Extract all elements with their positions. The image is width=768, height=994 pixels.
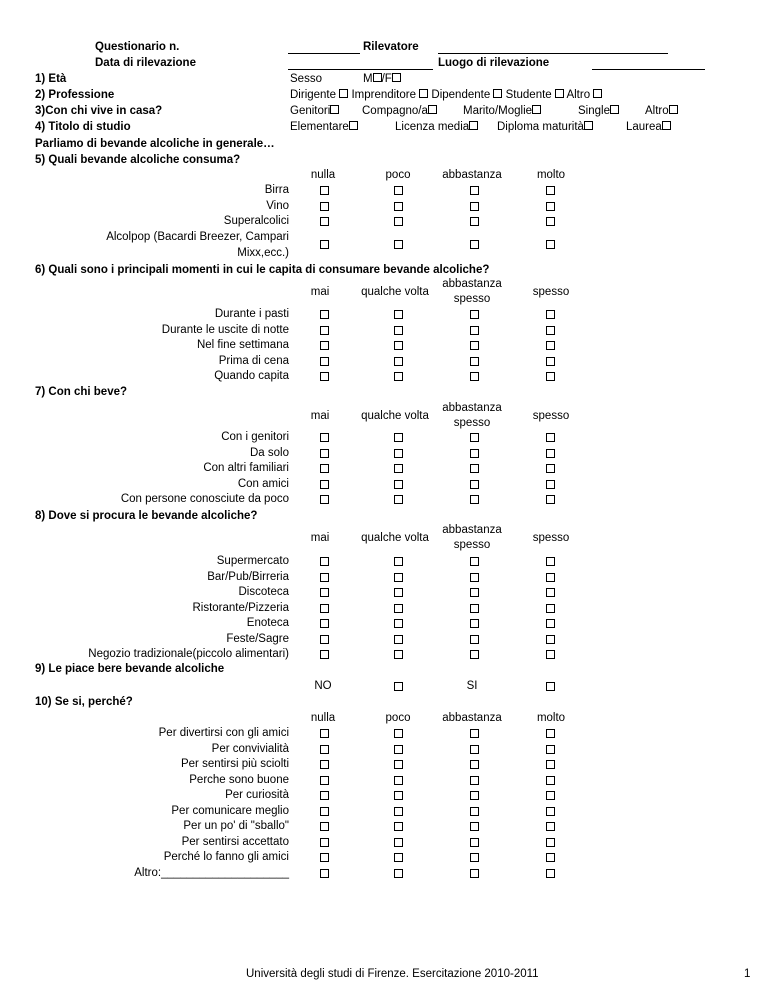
row-label: Perche sono buone (189, 773, 289, 786)
column-header: mai (310, 410, 330, 422)
row-label: Con altri familiari (203, 462, 289, 474)
data-field[interactable] (288, 56, 433, 70)
q5-col-nulla: nulla (310, 169, 336, 181)
page-number: 1 (744, 968, 751, 980)
answer-checkbox[interactable] (394, 791, 403, 800)
answer-checkbox[interactable] (546, 604, 555, 613)
answer-checkbox[interactable] (470, 326, 479, 335)
answer-checkbox[interactable] (394, 776, 403, 785)
row-label: Per divertirsi con gli amici (158, 727, 289, 739)
answer-checkbox[interactable] (546, 729, 555, 738)
answer-checkbox[interactable] (470, 240, 479, 249)
q7-label: 7) Con chi beve? (35, 386, 128, 398)
q10-col-abbastanza: abbastanza (442, 712, 502, 724)
checkbox-compagno[interactable] (428, 105, 437, 114)
column-header: spesso (453, 539, 491, 551)
answer-checkbox[interactable] (470, 573, 479, 582)
answer-checkbox[interactable] (394, 372, 403, 381)
answer-checkbox[interactable] (470, 449, 479, 458)
answer-checkbox[interactable] (394, 433, 403, 442)
answer-checkbox[interactable] (320, 326, 329, 335)
row-label: Quando capita (214, 370, 289, 382)
answer-checkbox[interactable] (394, 495, 403, 504)
q10-col-molto: molto (536, 712, 566, 724)
answer-checkbox[interactable] (394, 557, 403, 566)
answer-checkbox[interactable] (470, 869, 479, 878)
opt-compagno: Compagno/a (362, 105, 428, 117)
answer-checkbox[interactable] (470, 838, 479, 847)
checkbox-dirigente[interactable] (339, 89, 348, 98)
answer-checkbox[interactable] (394, 650, 403, 659)
opt-elementare: Elementare (290, 121, 349, 133)
checkbox-genitori[interactable] (330, 105, 339, 114)
row-label: Discoteca (238, 586, 289, 598)
column-header: spesso (453, 417, 491, 429)
row-label: Enoteca (246, 617, 289, 629)
answer-checkbox[interactable] (320, 745, 329, 754)
questionario-label: Questionario n. (95, 41, 180, 53)
answer-checkbox[interactable] (320, 495, 329, 504)
answer-checkbox[interactable] (394, 807, 403, 816)
answer-checkbox[interactable] (320, 650, 329, 659)
row-label: Per comunicare meglio (171, 804, 289, 817)
answer-checkbox[interactable] (394, 464, 403, 473)
checkbox-altro-casa[interactable] (669, 105, 678, 114)
column-header: qualche volta (361, 410, 429, 422)
answer-checkbox[interactable] (320, 822, 329, 831)
answer-checkbox[interactable] (320, 310, 329, 319)
data-label: Data di rilevazione (95, 57, 196, 69)
answer-checkbox[interactable] (320, 240, 329, 249)
column-header: spesso (532, 286, 570, 298)
row-label: Per un po' di "sballo" (183, 820, 289, 832)
answer-checkbox[interactable] (320, 449, 329, 458)
opt-studente: Studente (505, 89, 552, 101)
q5-col-molto: molto (536, 169, 566, 181)
q6-label: 6) Quali sono i principali momenti in cui le capita di consumare bevande alcoliche? (35, 264, 490, 276)
row-label: Mixx,ecc.) (237, 247, 289, 259)
answer-checkbox[interactable] (546, 341, 555, 350)
answer-checkbox[interactable] (470, 186, 479, 195)
row-label: Ristorante/Pizzeria (192, 601, 289, 614)
q3-opt-genitori (290, 104, 339, 118)
section-intro: Parliamo di bevande alcoliche in generale… (35, 138, 275, 150)
column-header: abbastanza (442, 524, 502, 536)
answer-checkbox[interactable] (546, 853, 555, 862)
q9-label: 9) Le piace bere bevande alcoliche (35, 663, 225, 675)
checkbox-marito[interactable] (532, 105, 541, 114)
column-header: mai (310, 532, 330, 544)
row-label: Per sentirsi più sciolti (180, 758, 289, 770)
row-label: Durante le uscite di notte (161, 323, 289, 336)
q2-options (290, 88, 602, 102)
opt-imprenditore: Imprenditore (351, 89, 416, 101)
rilevatore-label: Rilevatore (363, 41, 419, 53)
answer-checkbox[interactable] (320, 186, 329, 195)
checkbox-imprenditore[interactable] (419, 89, 428, 98)
q3-opt-compagno (362, 104, 437, 118)
q10-col-nulla: nulla (310, 712, 336, 724)
answer-checkbox[interactable] (320, 217, 329, 226)
answer-checkbox[interactable] (470, 217, 479, 226)
answer-checkbox[interactable] (394, 760, 403, 769)
answer-checkbox[interactable] (470, 822, 479, 831)
answer-checkbox[interactable] (546, 186, 555, 195)
q8-label: 8) Dove si procura le bevande alcoliche? (35, 510, 258, 522)
answer-checkbox[interactable] (470, 853, 479, 862)
answer-checkbox[interactable] (394, 588, 403, 597)
answer-checkbox[interactable] (470, 495, 479, 504)
answer-checkbox[interactable] (320, 604, 329, 613)
q3-opt-marito (463, 104, 541, 118)
answer-checkbox[interactable] (394, 480, 403, 489)
answer-checkbox[interactable] (394, 357, 403, 366)
sesso-m: M (363, 73, 373, 85)
q4-opt-elementare (290, 120, 358, 134)
checkbox-diploma[interactable] (584, 121, 593, 130)
opt-dirigente: Dirigente (290, 89, 337, 101)
answer-checkbox[interactable] (320, 433, 329, 442)
answer-checkbox[interactable] (320, 357, 329, 366)
row-label: Nel fine settimana (196, 339, 289, 351)
answer-checkbox[interactable] (546, 869, 555, 878)
q9-si-label: SI (466, 680, 478, 692)
row-label: Per sentirsi accettato (181, 835, 289, 848)
q1-label: 1) Età (35, 73, 67, 85)
row-label: Bar/Pub/Birreria (207, 570, 289, 583)
column-header: mai (310, 286, 330, 298)
answer-checkbox[interactable] (320, 573, 329, 582)
answer-checkbox[interactable] (546, 573, 555, 582)
row-label: Con i genitori (221, 431, 289, 443)
answer-checkbox[interactable] (320, 480, 329, 489)
answer-checkbox[interactable] (320, 202, 329, 211)
opt-altro-casa: Altro (645, 105, 669, 117)
answer-checkbox[interactable] (470, 372, 479, 381)
answer-checkbox[interactable] (394, 745, 403, 754)
column-header: qualche volta (361, 532, 429, 544)
answer-checkbox[interactable] (394, 838, 403, 847)
answer-checkbox[interactable] (320, 838, 329, 847)
opt-media: Licenza media (395, 121, 470, 133)
answer-checkbox[interactable] (546, 217, 555, 226)
answer-checkbox[interactable] (546, 202, 555, 211)
answer-checkbox[interactable] (470, 588, 479, 597)
answer-checkbox[interactable] (546, 838, 555, 847)
opt-altro: Altro (566, 89, 591, 101)
answer-checkbox[interactable] (546, 760, 555, 769)
answer-checkbox[interactable] (546, 449, 555, 458)
answer-checkbox[interactable] (546, 480, 555, 489)
answer-checkbox[interactable] (320, 853, 329, 862)
column-header: abbastanza (442, 402, 502, 414)
q5-col-poco: poco (385, 169, 411, 181)
answer-checkbox[interactable] (546, 822, 555, 831)
column-header: spesso (532, 410, 570, 422)
rilevatore-field[interactable] (438, 40, 668, 54)
opt-laurea: Laurea (626, 121, 662, 133)
answer-checkbox[interactable] (546, 557, 555, 566)
answer-checkbox[interactable] (394, 604, 403, 613)
answer-checkbox[interactable] (546, 310, 555, 319)
row-label: Prima di cena (218, 354, 289, 367)
opt-single: Single (578, 105, 610, 117)
q5-label: 5) Quali bevande alcoliche consuma? (35, 154, 241, 166)
row-label: Birra (264, 184, 289, 196)
checkbox-studente[interactable] (555, 89, 564, 98)
answer-checkbox[interactable] (546, 745, 555, 754)
row-label: Negozio tradizionale(piccolo alimentari) (88, 648, 289, 660)
q3-opt-altro (645, 104, 678, 118)
answer-checkbox[interactable] (320, 869, 329, 878)
answer-checkbox[interactable] (394, 729, 403, 738)
answer-checkbox[interactable] (470, 760, 479, 769)
sesso-label: Sesso (290, 73, 322, 85)
row-label: Superalcolici (223, 215, 289, 227)
row-label: Per curiosità (225, 789, 289, 801)
answer-checkbox[interactable] (394, 217, 403, 226)
q3-opt-single (578, 104, 619, 118)
questionario-field[interactable] (288, 40, 360, 54)
column-header: spesso (453, 293, 491, 305)
answer-checkbox[interactable] (394, 310, 403, 319)
opt-marito: Marito/Moglie (463, 105, 533, 117)
answer-checkbox[interactable] (320, 341, 329, 350)
answer-checkbox[interactable] (546, 372, 555, 381)
q3-label: 3)Con chi vive in casa? (35, 105, 163, 117)
column-header: abbastanza (442, 278, 502, 290)
q5-col-abbastanza: abbastanza (442, 169, 502, 181)
answer-checkbox[interactable] (546, 807, 555, 816)
row-label: Con persone conosciute da poco (120, 493, 289, 505)
answer-checkbox[interactable] (546, 791, 555, 800)
answer-checkbox[interactable] (470, 776, 479, 785)
answer-checkbox[interactable] (470, 464, 479, 473)
row-label: Per convivialità (211, 742, 289, 755)
answer-checkbox[interactable] (320, 557, 329, 566)
answer-checkbox[interactable] (320, 619, 329, 628)
checkbox-dipendente[interactable] (493, 89, 502, 98)
column-header: qualche volta (361, 286, 429, 298)
answer-checkbox[interactable] (394, 822, 403, 831)
answer-checkbox[interactable] (320, 588, 329, 597)
answer-checkbox[interactable] (394, 202, 403, 211)
answer-checkbox[interactable] (546, 635, 555, 644)
checkbox-elementare[interactable] (349, 121, 358, 130)
answer-checkbox[interactable] (320, 760, 329, 769)
row-label: Da solo (250, 446, 289, 459)
luogo-label: Luogo di rilevazione (438, 57, 550, 69)
sesso-f: /F (381, 73, 392, 85)
answer-checkbox[interactable] (394, 240, 403, 249)
answer-checkbox[interactable] (470, 650, 479, 659)
answer-checkbox[interactable] (394, 869, 403, 878)
answer-checkbox[interactable] (546, 240, 555, 249)
answer-checkbox[interactable] (470, 341, 479, 350)
checkbox-media[interactable] (469, 121, 478, 130)
answer-checkbox[interactable] (546, 326, 555, 335)
answer-checkbox[interactable] (320, 791, 329, 800)
answer-checkbox[interactable] (546, 650, 555, 659)
column-header: spesso (532, 532, 570, 544)
sesso-options (363, 72, 401, 86)
checkbox-single[interactable] (610, 105, 619, 114)
q4-opt-diploma (497, 120, 593, 134)
q9-si-checkbox[interactable] (546, 682, 555, 691)
answer-checkbox[interactable] (470, 604, 479, 613)
answer-checkbox[interactable] (470, 745, 479, 754)
q9-no-checkbox[interactable] (394, 682, 403, 691)
checkbox-laurea[interactable] (662, 121, 671, 130)
answer-checkbox[interactable] (394, 635, 403, 644)
q9-no-label: NO (314, 680, 332, 692)
answer-checkbox[interactable] (394, 619, 403, 628)
checkbox-f[interactable] (392, 73, 401, 82)
answer-checkbox[interactable] (470, 807, 479, 816)
answer-checkbox[interactable] (470, 310, 479, 319)
answer-checkbox[interactable] (546, 433, 555, 442)
row-label: Perché lo fanno gli amici (163, 851, 289, 863)
answer-checkbox[interactable] (546, 619, 555, 628)
answer-checkbox[interactable] (470, 557, 479, 566)
answer-checkbox[interactable] (394, 341, 403, 350)
answer-checkbox[interactable] (546, 588, 555, 597)
answer-checkbox[interactable] (320, 807, 329, 816)
footer-text: Università degli studi di Firenze. Esercitazione 2010-2011 (246, 968, 539, 980)
row-label: Durante i pasti (214, 308, 289, 320)
answer-checkbox[interactable] (394, 326, 403, 335)
answer-checkbox[interactable] (546, 357, 555, 366)
row-label: Vino (266, 200, 289, 212)
opt-genitori: Genitori (290, 105, 331, 117)
answer-checkbox[interactable] (470, 480, 479, 489)
row-label: Feste/Sagre (226, 632, 289, 645)
row-label: Altro:____________________ (134, 866, 289, 879)
answer-checkbox[interactable] (470, 729, 479, 738)
answer-checkbox[interactable] (546, 776, 555, 785)
answer-checkbox[interactable] (470, 357, 479, 366)
answer-checkbox[interactable] (320, 729, 329, 738)
answer-checkbox[interactable] (546, 495, 555, 504)
answer-checkbox[interactable] (394, 186, 403, 195)
answer-checkbox[interactable] (470, 791, 479, 800)
opt-dipendente: Dipendente (431, 89, 491, 101)
answer-checkbox[interactable] (470, 619, 479, 628)
answer-checkbox[interactable] (320, 372, 329, 381)
q4-opt-media (395, 120, 478, 134)
answer-checkbox[interactable] (470, 202, 479, 211)
answer-checkbox[interactable] (320, 635, 329, 644)
q10-label: 10) Se si, perché? (35, 696, 133, 708)
luogo-field[interactable] (592, 56, 705, 70)
q2-label: 2) Professione (35, 89, 115, 101)
row-label: Alcolpop (Bacardi Breezer, Campari (106, 231, 289, 243)
opt-diploma: Diploma maturità (497, 121, 584, 133)
answer-checkbox[interactable] (394, 449, 403, 458)
answer-checkbox[interactable] (320, 464, 329, 473)
answer-checkbox[interactable] (470, 433, 479, 442)
row-label: Con amici (237, 477, 289, 490)
checkbox-m[interactable] (373, 73, 382, 82)
checkbox-altro[interactable] (593, 89, 602, 98)
answer-checkbox[interactable] (546, 464, 555, 473)
q4-opt-laurea (626, 120, 671, 134)
answer-checkbox[interactable] (394, 573, 403, 582)
answer-checkbox[interactable] (470, 635, 479, 644)
q4-label: 4) Titolo di studio (35, 121, 131, 133)
answer-checkbox[interactable] (320, 776, 329, 785)
answer-checkbox[interactable] (394, 853, 403, 862)
row-label: Supermercato (216, 555, 289, 567)
q10-col-poco: poco (385, 712, 411, 724)
